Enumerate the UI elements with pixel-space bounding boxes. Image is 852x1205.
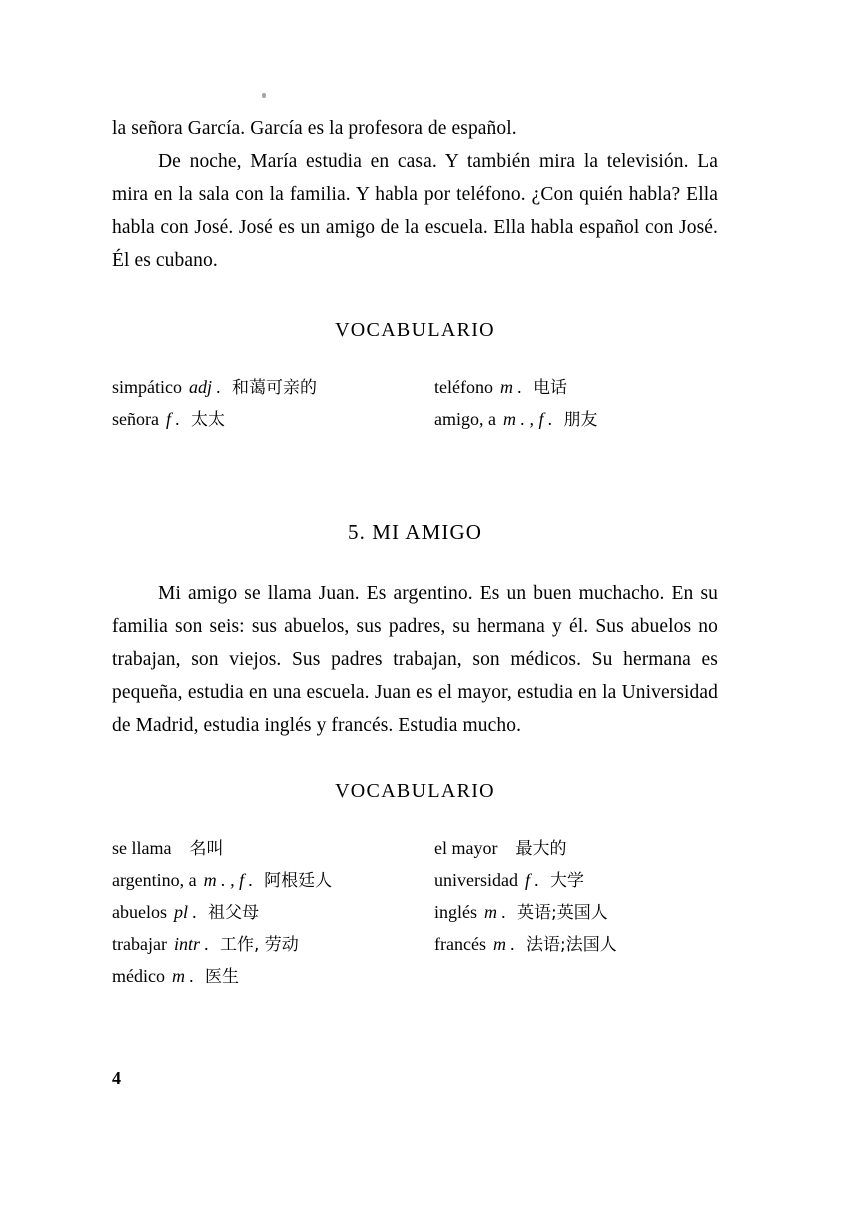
vocabulary-term: trabajar bbox=[112, 934, 167, 954]
vocabulary-entry bbox=[434, 929, 718, 961]
vocabulary-heading-1: VOCABULARIO bbox=[335, 319, 495, 341]
vocabulary-entry bbox=[434, 372, 718, 404]
paragraph-2: De noche, María estudia en casa. Y también mira la televisión. La mira en la sala con la familia. Y habla por teléfono. ¿Con quién habla? Ella habla con José. José es un amigo de la escuela. Ella habla español con José. Él es cubano. bbox=[112, 151, 718, 271]
section-heading-5: 5. MI AMIGO bbox=[347, 520, 483, 544]
vocabulary-1-left-column bbox=[112, 372, 434, 436]
vocabulary-part-of-speech: intr . bbox=[173, 934, 209, 954]
spacer bbox=[112, 436, 718, 520]
vocabulary-entry bbox=[434, 865, 718, 897]
section-5-paragraph: Mi amigo se llama Juan. Es argentino. Es un buen muchacho. En su familia son seis: sus abuelos, sus padres, su hermana y él. Sus abuelos no trabajan, son viejos. Sus padres trabajan, son médicos. Su hermana es pequeña, estudia en una escuela. Juan es el mayor, estudia en la Universidad de Madrid, estudia inglés y francés. Estudia mucho. bbox=[112, 583, 718, 736]
vocabulary-part-of-speech: f . bbox=[524, 870, 539, 890]
vocabulary-gloss: 英语;英国人 bbox=[517, 903, 608, 923]
spacer bbox=[112, 803, 718, 833]
continued-paragraph: la señora García. García es la profesora de español. bbox=[112, 118, 517, 139]
scan-speck bbox=[262, 93, 266, 98]
spacer bbox=[112, 742, 718, 780]
vocabulary-term: el mayor bbox=[434, 838, 498, 858]
vocabulary-term: simpático bbox=[112, 377, 182, 397]
spacer bbox=[112, 342, 718, 372]
vocabulary-term: señora bbox=[112, 409, 159, 429]
spacer bbox=[112, 545, 718, 577]
vocabulary-part-of-speech: m . bbox=[499, 377, 522, 397]
vocabulary-block-1 bbox=[112, 372, 718, 436]
vocabulary-gloss: 朋友 bbox=[563, 410, 598, 430]
vocabulary-term: universidad bbox=[434, 870, 518, 890]
vocabulary-gloss: 法语;法国人 bbox=[525, 935, 617, 955]
vocabulary-part-of-speech: f . bbox=[165, 409, 180, 429]
vocabulary-entry bbox=[112, 833, 434, 865]
vocabulary-term: se llama bbox=[112, 838, 172, 858]
vocabulary-term: argentino, a bbox=[112, 870, 197, 890]
vocabulary-gloss: 和蔼可亲的 bbox=[232, 378, 318, 398]
vocabulary-term: inglés bbox=[434, 902, 477, 922]
vocabulary-entry bbox=[112, 897, 434, 929]
vocabulary-entry bbox=[434, 897, 718, 929]
vocabulary-entry bbox=[112, 929, 434, 961]
vocabulary-2-left-column bbox=[112, 833, 434, 993]
page-content bbox=[112, 112, 718, 993]
vocabulary-part-of-speech: m . bbox=[484, 902, 506, 922]
vocabulary-entry bbox=[112, 404, 434, 436]
vocabulary-gloss: 太太 bbox=[191, 410, 225, 430]
vocabulary-gloss: 名叫 bbox=[189, 839, 224, 859]
vocabulary-gloss: 工作, 劳动 bbox=[219, 935, 299, 955]
vocabulary-gloss: 祖父母 bbox=[208, 903, 259, 923]
vocabulary-term: médico bbox=[112, 966, 165, 986]
vocabulary-gloss: 阿根廷人 bbox=[264, 871, 333, 891]
vocabulary-term: amigo, a bbox=[434, 409, 496, 429]
vocabulary-part-of-speech: m . , f . bbox=[203, 870, 254, 890]
page-number: 4 bbox=[112, 1068, 121, 1088]
vocabulary-gloss: 医生 bbox=[204, 967, 239, 987]
vocabulary-gloss: 大学 bbox=[550, 871, 584, 891]
vocabulary-term: francés bbox=[434, 934, 486, 954]
vocabulary-entry bbox=[112, 372, 434, 404]
vocabulary-part-of-speech: pl . bbox=[173, 902, 197, 922]
vocabulary-term: teléfono bbox=[434, 377, 493, 397]
vocabulary-heading-2: VOCABULARIO bbox=[335, 780, 495, 802]
vocabulary-term: abuelos bbox=[112, 902, 167, 922]
vocabulary-block-2 bbox=[112, 833, 718, 993]
vocabulary-part-of-speech: m . bbox=[492, 934, 515, 954]
vocabulary-1-right-column bbox=[434, 372, 718, 436]
vocabulary-gloss: 电话 bbox=[532, 378, 567, 398]
vocabulary-part-of-speech: adj . bbox=[189, 377, 222, 397]
vocabulary-part-of-speech: m . bbox=[171, 966, 194, 986]
vocabulary-entry bbox=[112, 961, 434, 993]
vocabulary-entry bbox=[434, 404, 718, 436]
vocabulary-entry bbox=[434, 833, 718, 865]
vocabulary-part-of-speech: m . , f . bbox=[502, 409, 553, 429]
vocabulary-gloss: 最大的 bbox=[515, 839, 567, 859]
spacer bbox=[112, 277, 718, 319]
vocabulary-2-right-column bbox=[434, 833, 718, 993]
vocabulary-entry bbox=[112, 865, 434, 897]
